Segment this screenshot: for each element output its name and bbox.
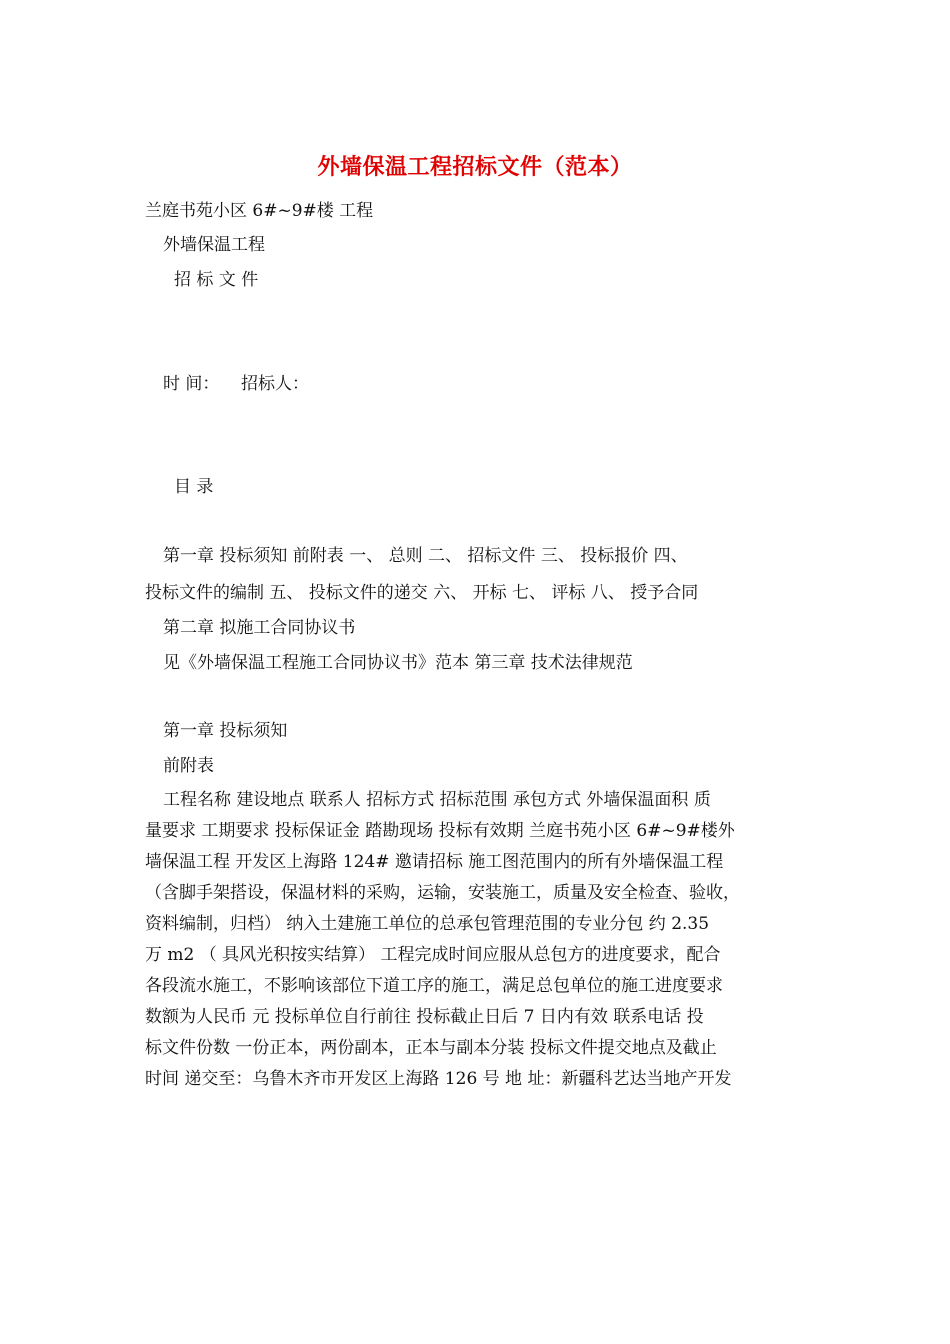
body-line: 标文件份数 一份正本，两份副本，正本与副本分装 投标文件提交地点及截止: [145, 1038, 717, 1058]
body-line: 工程名称 建设地点 联系人 招标方式 招标范围 承包方式 外墙保温面积 质: [163, 790, 711, 810]
preface-table-text: [145, 785, 805, 1095]
toc-heading: 目 录: [174, 477, 214, 497]
body-line: 各段流水施工，不影响该部位下道工序的施工，满足总包单位的施工进度要求: [145, 976, 723, 996]
body-line: 时间 递交至：乌鲁木齐市开发区上海路 126 号 地 址：新疆科艺达当地产开发: [145, 1069, 732, 1089]
body-line: 数额为人民币 元 投标单位自行前往 投标截止日后 7 日内有效 联系电话 投: [145, 1007, 704, 1027]
chapter-heading: 第一章 投标须知: [163, 721, 288, 741]
chapter-subheading: 前附表: [163, 756, 214, 776]
toc-line: 第二章 拟施工合同协议书: [163, 618, 356, 638]
body-line: （含脚手架搭设，保温材料的采购，运输，安装施工，质量及安全检查、验收，: [145, 883, 740, 903]
body-line: 量要求 工期要求 投标保证金 踏勘现场 投标有效期 兰庭书苑小区 6#~9#楼外: [145, 821, 735, 841]
document-title: 外墙保温工程招标文件（范本）: [317, 154, 633, 180]
toc-line: 见《外墙保温工程施工合同协议书》范本 第三章 技术法律规范: [163, 653, 633, 673]
cover-doc-name: 招 标 文 件: [174, 270, 259, 290]
cover-project-name: 兰庭书苑小区 6#~9#楼 工程: [145, 201, 374, 221]
body-line: 资料编制，归档） 纳入土建施工单位的总承包管理范围的专业分包 约 2.35: [145, 914, 710, 934]
cover-subtitle: 外墙保温工程: [163, 235, 265, 255]
body-line: 万 m2 （ 具风光积按实结算） 工程完成时间应服从总包方的进度要求，配合: [145, 945, 721, 965]
cover-time-label: 时 间：: [163, 374, 220, 394]
toc-line: 第一章 投标须知 前附表 一、 总则 二、 招标文件 三、 投标报价 四、: [163, 546, 688, 566]
toc-line: 投标文件的编制 五、 投标文件的递交 六、 开标 七、 评标 八、 授予合同: [145, 583, 699, 603]
body-line: 墙保温工程 开发区上海路 124# 邀请招标 施工图范围内的所有外墙保温工程: [145, 852, 724, 872]
cover-tenderer-label: 招标人：: [241, 374, 309, 394]
